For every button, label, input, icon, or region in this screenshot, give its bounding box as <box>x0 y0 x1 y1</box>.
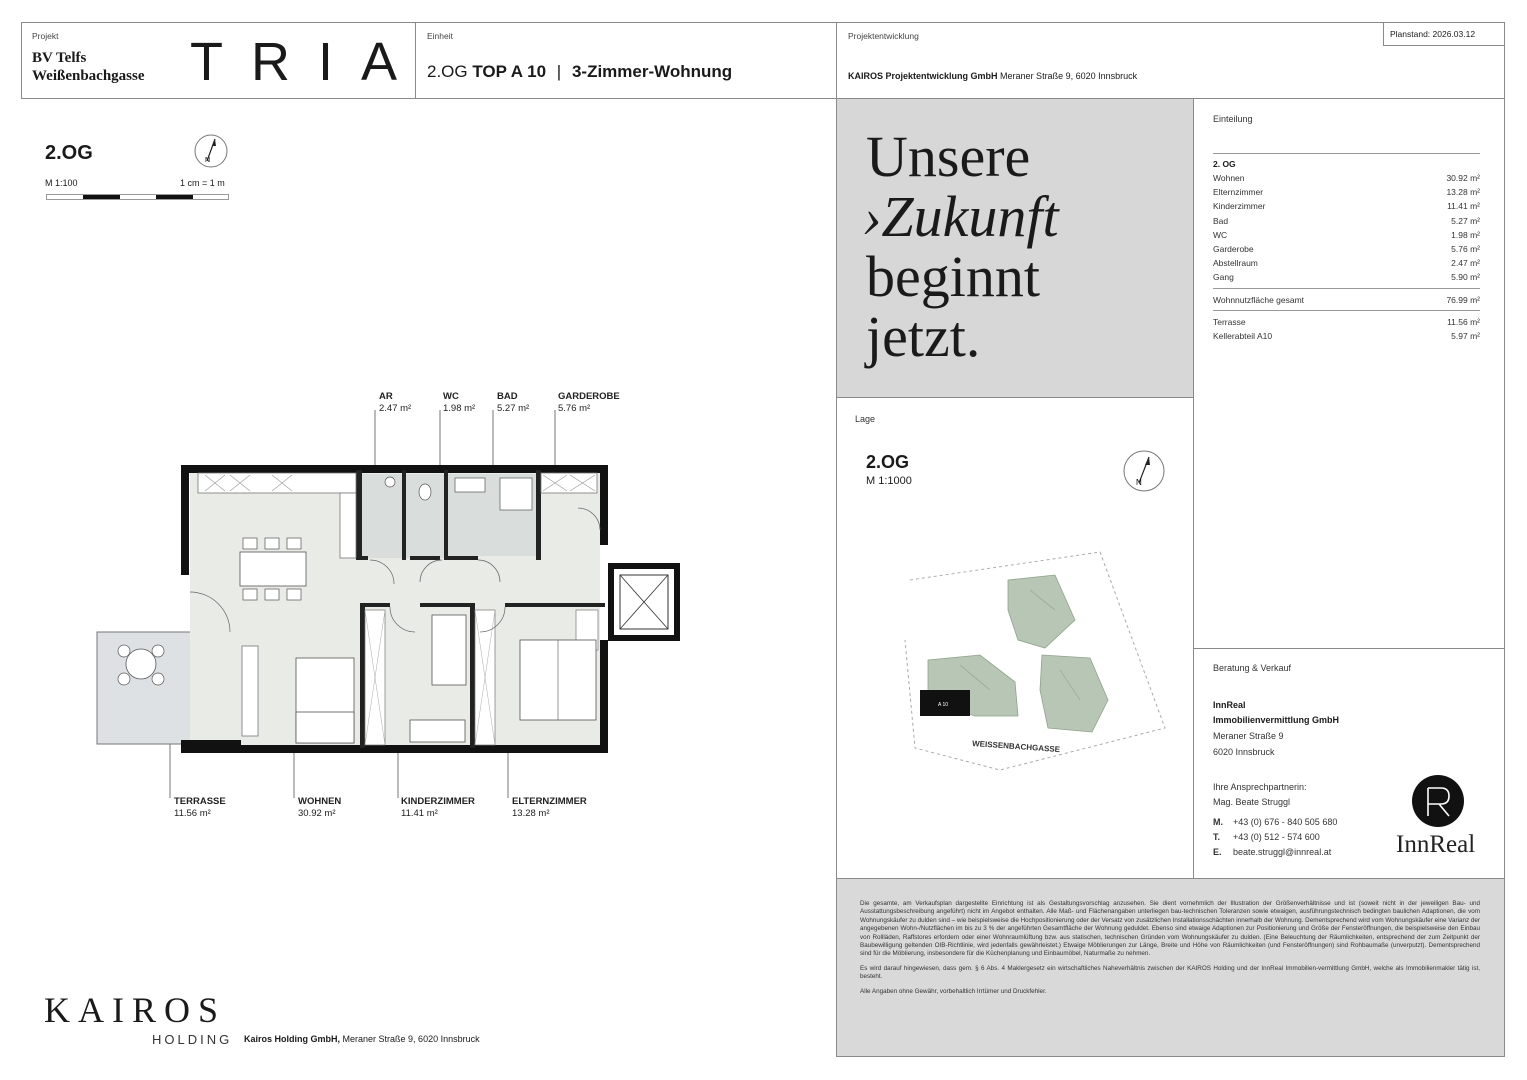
project-name-line1: BV Telfs <box>32 50 87 66</box>
sales-company2: Immobilienvermittlung GmbH <box>1213 715 1340 725</box>
unit-type: 3-Zimmer-Wohnung <box>571 62 733 81</box>
einteilung-title: Einteilung <box>1213 114 1253 124</box>
disclaimer-p2: Es wird darauf hingewiesen, dass gem. § 6 Abs. 4 Maklergesetz ein wirtschaftliches Naheverhältnis zwischen der KAIROS Holding und der InnReal Immobilien-vermittlung GmbH, welche als Immobilienmakler tätig ist, besteht. <box>860 964 1480 981</box>
floor-plan <box>90 385 690 835</box>
slogan-mark: › <box>862 184 882 249</box>
dev-label: Projektentwicklung <box>848 31 919 41</box>
unit-separator: | <box>556 62 562 81</box>
site-street-label: WEISSENBACHGASSE <box>971 739 1061 755</box>
lage-floor: 2.OG <box>866 452 910 472</box>
disclaimer-p3: Alle Angaben ohne Gewähr, vorbehaltlich Irrtümer und Druckfehler. <box>860 987 1047 995</box>
slogan-zukunft: Zukunft <box>881 184 1059 249</box>
brand-logo: TRIA <box>190 32 426 92</box>
lage-north-label: N <box>1136 478 1142 487</box>
plan-scale: M 1:100 <box>45 178 78 188</box>
project-label: Projekt <box>32 31 59 41</box>
dev-address: Meraner Straße 9, 6020 Innsbruck <box>1000 71 1138 81</box>
sales-contact-name: Mag. Beate Struggl <box>1213 797 1291 807</box>
disclaimer-text <box>860 900 1480 996</box>
north-arrow-icon <box>193 133 229 169</box>
slogan-line1: Unsere <box>866 124 1031 189</box>
sales-company1: InnReal <box>1213 700 1246 710</box>
sales-contact-label: Ihre Ansprechpartnerin: <box>1213 782 1307 792</box>
header-divider-2 <box>836 22 837 99</box>
kairos-logo: KAIROS <box>44 990 227 1030</box>
table-row: Terrasse 11.56 m² <box>1213 316 1480 327</box>
room-label-wohnen: WOHNEN 30.92 m² <box>298 796 342 819</box>
disclaimer-p1: Die gesamte, am Verkaufsplan dargestellte Einrichtung ist als Gestaltungsvorschlag anzusehen. Sie dient vornehmlich der Illustration der Größenverhältnisse und ist (soweit nicht in der jeweiligen Bau- und Ausstattungsbeschreibung angeführt) nicht im Angebot enthalten. Alle Maß- und Flächenangaben unterliegen bau-technischen Toleranzen sowie etwaigen, ausführungstechnisch bedingten baulichen Adaptionen, die vom Wohnungskäufer zu dulden sind – wie beispielsweise die Hochpositionierung oder der Versatz von zusätzlichen Installationsschächten innerhalb der Wohnung. Dementsprechend wird vom Wohnungskäufer eine Varianz der angegebenen Wohn-/Nutzflächen im bis zu 3 % der angeführten Gesamtfläche der Wohnung geduldet. Ebenso sind etwaige Adaptionen zur Positionierung und Größe der Fensteröffnungen, die beispielsweise den Einbau von Rollläden, Raffstores erfordern oder einer Wohnraumlüftung bzw. aus statischen, technischen Gründen vom Wohnungskäufer zu dulden. (Eine Beleuchtung der Räumlichkeiten, entsprechend der zum Zeitpunkt der Baubewilligung geltenden OIB-Richtlinie, wird jedenfalls gewährleistet.) Etwaige Möblierungen zur Länge, Breite und Höhe von Räumlichkeiten (und Fensteröffnungen) sind Rohbaumaße (unverputzt). Dementsprechend sind für die Möblierung, insbesondere für die Küchenplanung und Einbaumöbel, Naturmaße zu nehmen. <box>860 900 1480 958</box>
room-label-elternzimmer: ELTERNZIMMER 13.28 m² <box>512 796 587 819</box>
room-label-terrasse: TERRASSE 11.56 m² <box>174 796 226 819</box>
room-label-wc: WC 1.98 m² <box>443 391 476 414</box>
panel-hdivider-lage <box>836 397 1194 398</box>
lage-north-arrow-icon <box>1122 449 1166 493</box>
sales-email[interactable]: E. beate.struggl@innreal.at <box>1213 847 1332 857</box>
sales-mobile: M. +43 (0) 676 - 840 505 680 <box>1213 817 1338 827</box>
footer-street: Meraner Straße 9, 6020 Innsbruck <box>342 1034 480 1044</box>
einteilung-rule <box>1213 153 1480 154</box>
table-row: Gang 5.90 m² <box>1213 272 1480 283</box>
room-label-bad: BAD 5.27 m² <box>497 391 530 414</box>
dev-company: KAIROS Projektentwicklung GmbH <box>848 71 998 81</box>
project-name-line2: Weißenbachgasse <box>32 68 145 84</box>
panel-vdivider <box>1193 98 1194 878</box>
table-row: Wohnen 30.92 m² <box>1213 173 1480 183</box>
plan-floor: 2.OG <box>45 142 93 164</box>
unit-top: TOP A 10 <box>472 62 547 81</box>
innreal-logo-text: InnReal <box>1396 831 1476 858</box>
slogan-line2 <box>862 186 1059 248</box>
planstand: Planstand: 2026.03.12 <box>1390 29 1476 39</box>
panel-hdivider-sales <box>1193 648 1505 649</box>
lage-title: Lage <box>855 414 876 424</box>
room-label-ar: AR 2.47 m² <box>379 391 412 414</box>
room-label-kinderzimmer: KINDERZIMMER 11.41 m² <box>401 796 475 819</box>
table-row: Kellerabteil A10 5.97 m² <box>1213 331 1480 342</box>
room-label-garderobe: GARDEROBE 5.76 m² <box>558 391 620 414</box>
table-row: Kinderzimmer 11.41 m² <box>1213 201 1480 212</box>
north-label: N <box>205 157 211 164</box>
table-row: Abstellraum 2.47 m² <box>1213 258 1480 269</box>
site-map <box>880 545 1180 775</box>
plan-scale-unit: 1 cm = 1 m <box>180 178 225 188</box>
sales-title: Beratung & Verkauf <box>1213 663 1292 673</box>
slogan-line4: jetzt. <box>866 304 981 369</box>
table-row: Bad 5.27 m² <box>1213 215 1480 226</box>
innreal-logo-icon <box>1411 774 1465 828</box>
table-row: WC 1.98 m² <box>1213 229 1480 240</box>
dev-info <box>848 71 1137 81</box>
footer-company: Kairos Holding GmbH, <box>244 1034 341 1044</box>
sales-phone: T. +43 (0) 512 - 574 600 <box>1213 832 1320 842</box>
unit-label: Einheit <box>427 31 453 41</box>
table-row: Garderobe 5.76 m² <box>1213 244 1480 255</box>
scale-bar <box>46 194 229 200</box>
sales-address2: 6020 Innsbruck <box>1213 747 1275 757</box>
lage-scale: M 1:1000 <box>866 475 912 487</box>
unit-floor: 2.OG <box>427 62 468 81</box>
table-row: Elternzimmer 13.28 m² <box>1213 187 1480 198</box>
einteilung-floor: 2. OG <box>1213 159 1236 169</box>
kairos-logo-sub: HOLDING <box>152 1032 233 1047</box>
slogan-line3: beginnt <box>866 244 1040 309</box>
total-row: Wohnnutzfläche gesamt 76.99 m² <box>1213 294 1480 305</box>
sales-address1: Meraner Straße 9 <box>1213 731 1284 741</box>
footer-address <box>244 1034 480 1044</box>
einteilung-table <box>1213 157 1480 343</box>
unit-title <box>427 62 732 82</box>
site-unit-tag: A 10 <box>938 702 949 708</box>
